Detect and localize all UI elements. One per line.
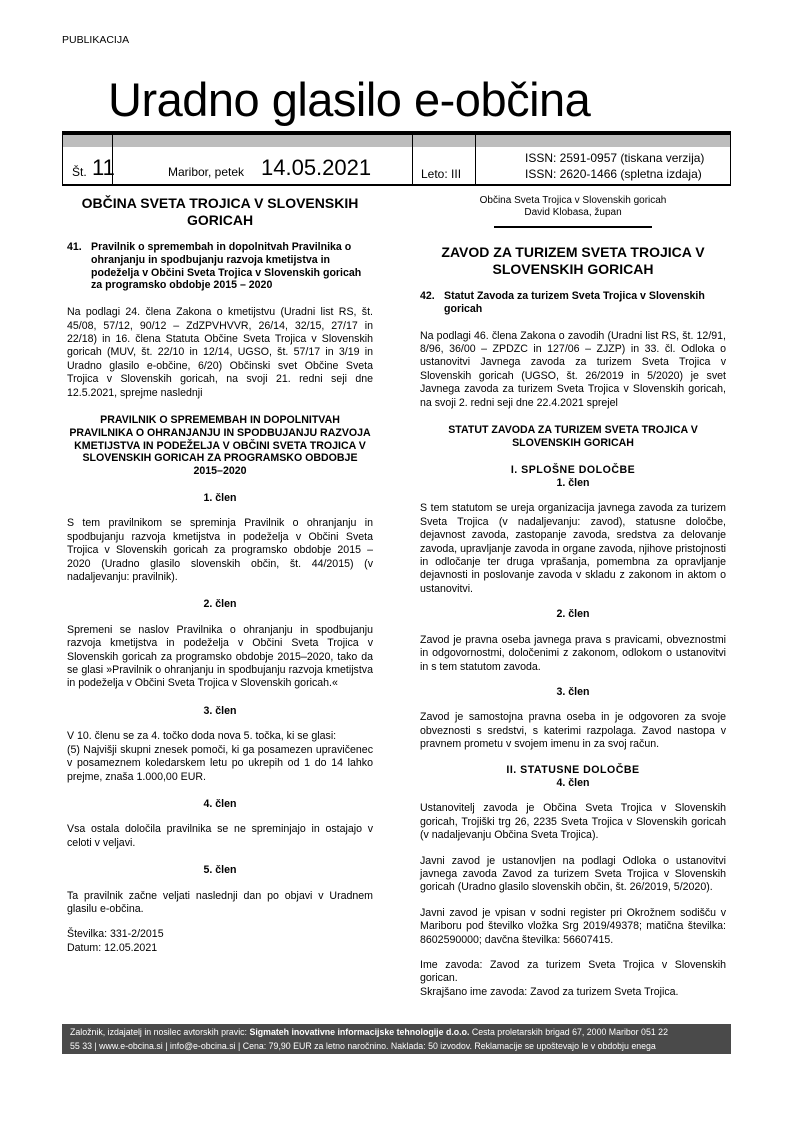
article-text: V 10. členu se za 4. točko doda nova 5. točka, ki se glasi: — [67, 730, 337, 743]
article-text: Zavod je samostojna pravna oseba in je odgovoren za svoje obveznosti s sredstvi, s katerimi razpolaga. Zavod nastopa v pravnem prometu v svojem imenu in za svoj račun. — [420, 711, 726, 751]
article-heading: 3. člen — [556, 685, 590, 698]
divider — [475, 135, 476, 186]
item-heading — [420, 290, 726, 316]
item-number: 41. — [67, 241, 82, 253]
document-date: Datum: 12.05.2021 — [67, 941, 158, 954]
article-text: S tem statutom se ureja organizacija javnega zavoda za turizem Sveta Trojica (v nadaljevanju: zavod), statusne določbe, dejavnost zavoda, zastopanje zavoda, sredstva za delovanje zavoda, upravljanje zavoda in organe zavoda, njihove pristojnosti in odločanje ter druga vprašanja, pomembna za opravljanje dejavnosti in poslovanje zavoda v skladu z zakonom in aktom o ustanovitvi. — [420, 502, 726, 595]
issn-print: ISSN: 2591-0957 (tiskana verzija) — [525, 151, 705, 165]
article-text: Ime zavoda: Zavod za turizem Sveta Trojica v Slovenskih gorican. — [420, 959, 726, 985]
right-column — [420, 195, 726, 999]
article-text: S tem pravilnikom se spreminja Pravilnik o ohranjanju in spodbujanju razvoja kmetijstva in podeželja v Občini Sveta Trojica v Slovenskih goricah za programsko obdobje 2015 – 2020 (Uradno glasilo slovenskih občin, št. 44/2015) (v nadaljevanju: pravilnik). — [67, 517, 373, 584]
article-heading: 3. člen — [203, 704, 237, 717]
org-title: OBČINA SVETA TROJICA V SLOVENSKIH GORICAH — [81, 195, 359, 228]
divider — [730, 135, 731, 186]
signature-name: David Klobasa, župan — [524, 207, 622, 218]
article-text: Ta pravilnik začne veljati naslednji dan po objavi v Uradnem glasilu e-občina. — [67, 889, 373, 915]
issue-place-day: Maribor, petek — [168, 165, 245, 179]
footer-prefix: Založnik, izdajatelj in nosilec avtorskih pravic: — [70, 1027, 247, 1037]
publication-label: PUBLIKACIJA — [62, 34, 130, 46]
org-title: ZAVOD ZA TURIZEM SVETA TROJICA V SLOVENSKIH GORICAH — [441, 244, 705, 277]
item-title: Statut Zavoda za turizem Sveta Trojica v Slovenskih goricah — [444, 290, 705, 315]
footer-line-1 — [70, 1025, 723, 1039]
issn-web: ISSN: 2620-1466 (spletna izdaja) — [525, 167, 702, 181]
article-heading: 2. člen — [203, 598, 237, 611]
issue-number: 11 — [92, 155, 115, 180]
divider — [62, 135, 63, 186]
article-heading: 1. člen — [556, 477, 590, 490]
footer-address: Cesta proletarskih brigad 67, 2000 Maribor 051 22 — [471, 1027, 668, 1037]
issue-year: Leto: III — [421, 167, 462, 181]
article-text: Spremeni se naslov Pravilnika o ohranjanju in spodbujanju razvoja kmetijstva in podeželja v Občini Sveta Trojica v Slovenskih goricah za programsko obdobje 2015–2020, tako da se glasi »Pravilnik o ohranjanju in spodbujanju razvoja kmetijstva in podeželja v Občini Sveta Trojica v Slovenskih goricah.« — [67, 623, 373, 690]
masthead-grey-band — [62, 135, 731, 147]
article-heading: 4. člen — [556, 776, 590, 789]
article-text: Ustanovitelj zavoda je Občina Sveta Trojica v Slovenskih goricah, Trojiški trg 26, 2235 Sveta Trojica v Slovenskih goricah (v nadaljevanju Občina Sveta Trojica). — [420, 802, 726, 842]
document-title: PRAVILNIK O SPREMEMBAH IN DOPOLNITVAH PRAVILNIKA O OHRANJANJU IN SPODBUJANJU RAZVOJA KMETIJSTVA IN PODEŽELJA V OBČINI SVETA TROJICA V SLOVENSKIH GORICAH ZA PROGRAMSKO OBDOBJE 2015–2020 — [69, 414, 371, 478]
issue-prefix: Št. — [72, 165, 87, 179]
article-heading: 5. člen — [203, 864, 237, 877]
article-heading: 2. člen — [556, 608, 590, 621]
article-heading: 1. člen — [203, 492, 237, 505]
article-text: Skrajšano ime zavoda: Zavod za turizem Sveta Trojica. — [420, 985, 679, 998]
divider — [412, 135, 413, 186]
footer-publisher: Sigmateh inovativne informacijske tehnologije d.o.o. — [249, 1027, 470, 1037]
document-title: STATUT ZAVODA ZA TURIZEM SVETA TROJICA V SLOVENSKIH GORICAH — [448, 424, 698, 449]
section-heading: I. SPLOŠNE DOLOČBE — [510, 463, 636, 476]
item-heading — [67, 241, 373, 292]
header-bottom-rule — [62, 184, 731, 186]
article-text: Javni zavod je ustanovljen na podlagi Odloka o ustanovitvi javnega zavoda Zavod za turizem Sveta Trojica v Slovenskih goricah (Uradno glasilo slovenskih občin, št. 26/2019, 5/2020). — [420, 854, 726, 894]
intro-paragraph: Na podlagi 46. člena Zakona o zavodih (Uradni list RS, št. 12/91, 8/96, 36/00 – ZPDZC in 127/06 – ZJZP) in 33. čl. Odloka o ustanovitvi Javnega zavoda za turizem Sveta Trojica v Slovenskih goricah (UGSO, št. 26/2019 in 5/2020) je svet Javnega zavoda za turizem Sveta Trojica v Slovenskih goricah, na svoji 2. redni seji dne 22.4.2021 sprejel — [420, 329, 726, 409]
article-heading: 4. člen — [203, 797, 237, 810]
article-text: Zavod je pravna oseba javnega prava s pravicami, obveznostmi in odgovornostmi, določenimi z zakonom, odlokom o ustanovitvi in s tem statutom zavoda. — [420, 633, 726, 673]
publisher-footer — [62, 1024, 731, 1054]
article-text: Vsa ostala določila pravilnika se ne spreminjajo in ostajajo v celoti v veljavi. — [67, 823, 373, 849]
signature-rule — [494, 226, 652, 228]
document-number: Številka: 331-2/2015 — [67, 928, 164, 941]
section-heading: II. STATUSNE DOLOČBE — [506, 763, 640, 776]
issue-date: 14.05.2021 — [261, 155, 372, 180]
item-title: Pravilnik o spremembah in dopolnitvah Pravilnika o ohranjanju in spodbujanju razvoja kmetijstva in podeželja v Občini Sveta Trojica v Slovenskih goricah za programsko obdobje 2015 – 2020 — [91, 241, 362, 292]
item-number: 42. — [420, 290, 435, 302]
left-column — [67, 195, 373, 955]
intro-paragraph: Na podlagi 24. člena Zakona o kmetijstvu (Uradni list RS, št. 45/08, 57/12, 90/12 – ZdZPVHVVR, 26/14, 32/15, 27/17 in 22/18) in 16. člena Statuta Občine Sveta Trojica v Slovenskih goricah (MUV, št. 22/10 in 12/14, UGSO, št. 57/17 in 3/19 in Uradno glasilo e-občine, 6/20) Občinski svet Občine Sveta Trojica v Slovenskih goricah, na svoji 21. redni seji dne 12.5.2021, sprejme naslednji — [67, 306, 373, 399]
masthead-title: Uradno glasilo e-občina — [108, 73, 591, 126]
signature-org: Občina Sveta Trojica v Slovenskih goricah — [479, 195, 667, 206]
article-text: (5) Najvišji skupni znesek pomoči, ki ga posamezen upravičenec v posameznem koledarskem letu po ukrepih od 1 do 14 lahko prejme, znaša 1.000,00 EUR. — [67, 743, 373, 783]
article-text: Javni zavod je vpisan v sodni register pri Okrožnem sodišču v Mariboru pod številko vložka Srg 2019/49378; matična številka: 8602590000; davčna številka: 56607415. — [420, 906, 726, 946]
footer-line-2: 55 33 | www.e-obcina.si | info@e-obcina.si | Cena: 79,90 EUR za letno naročnino. Naklada: 50 izvodov. Reklamacije se upoštevajo le v obdobju enega — [70, 1041, 656, 1051]
